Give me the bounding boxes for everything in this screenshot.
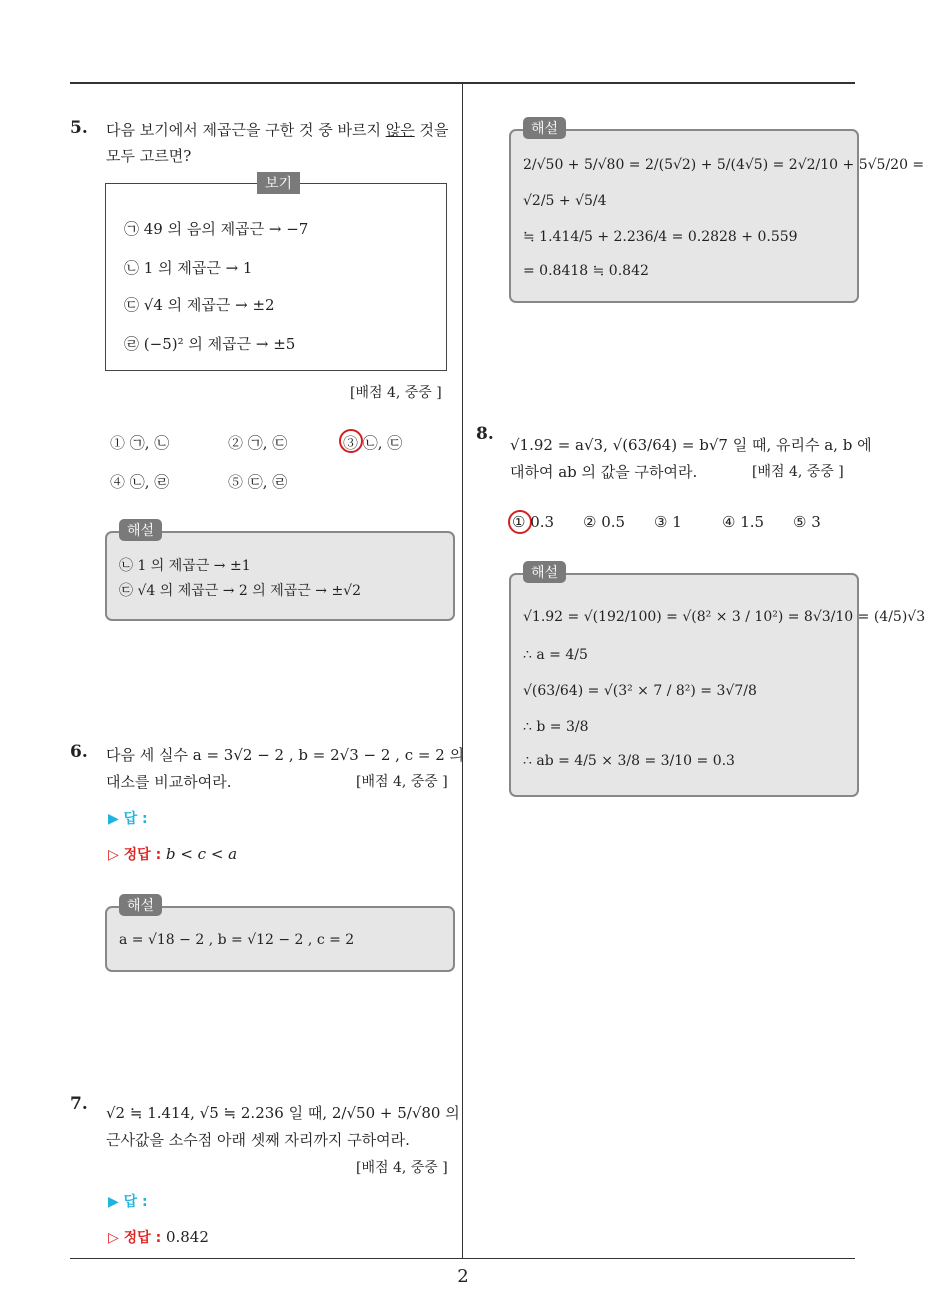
choice-2[interactable]: ② 0.5 (583, 513, 626, 531)
choice-3[interactable]: ③ 1 (654, 513, 682, 531)
question-text-line2: 근사값을 소수점 아래 셋째 자리까지 구하여라. (106, 1131, 410, 1149)
choice-1[interactable]: ① 0.3 (512, 513, 555, 531)
explanation-label: 해설 (119, 894, 162, 916)
explanation-line: √2/5 + √5/4 (523, 193, 607, 209)
question-number: 6. (70, 742, 88, 762)
choice-5[interactable]: ⑤ ㉢, ㉣ (228, 473, 288, 491)
page-number: 2 (457, 1266, 469, 1287)
answer-field[interactable]: ▶ 답 : (108, 1194, 148, 1210)
question-text-line2: 모두 고르면? (106, 147, 192, 165)
choice-4[interactable]: ④ 1.5 (722, 513, 765, 531)
question-text-line2: 대하여 ab 의 값을 구하여라. (510, 463, 698, 481)
explanation-line: ∴ b = 3/8 (523, 719, 589, 735)
explanation-line: = 0.8418 ≒ 0.842 (523, 263, 649, 279)
explanation-line: √(63/64) = √(3² × 7 / 8²) = 3√7/8 (523, 683, 757, 699)
question-text: 다음 세 실수 a = 3√2 − 2 , b = 2√3 − 2 , c = 2 의 (106, 746, 465, 764)
choice-4[interactable]: ④ ㉡, ㉣ (110, 473, 170, 491)
bogi-item: ㉣ (−5)² 의 제곱근 → ±5 (124, 335, 296, 353)
explanation-line: √1.92 = √(192/100) = √(8² × 3 / 10²) = 8√3/10 = (4/5)√3 (523, 609, 926, 625)
explanation-box-q7 (509, 121, 925, 303)
choice-3[interactable]: ③ ㉡, ㉢ (343, 434, 403, 452)
correct-answer: ▷ 정답 : b < c < a (108, 845, 238, 863)
score-label: [배점 4, 중중 ] (356, 1160, 448, 1176)
explanation-line: ∴ a = 4/5 (523, 647, 588, 663)
explanation-line: a = √18 − 2 , b = √12 − 2 , c = 2 (119, 932, 355, 948)
choice-5[interactable]: ⑤ 3 (793, 513, 821, 531)
explanation-box (105, 898, 455, 972)
bogi-label: 보기 (257, 172, 300, 194)
choice-1[interactable]: ① ㉠, ㉡ (110, 434, 170, 452)
explanation-line: ㉢ √4 의 제곱근 → 2 의 제곱근 → ±√2 (119, 583, 361, 599)
bogi-box (105, 176, 447, 371)
bogi-item: ㉠ 49 의 음의 제곱근 → −7 (124, 220, 309, 238)
score-label: [배점 4, 중중 ] (350, 385, 442, 401)
explanation-line: ㉡ 1 의 제곱근 → ±1 (119, 558, 251, 574)
question-number: 8. (476, 424, 494, 444)
explanation-line: 2/√50 + 5/√80 = 2/(5√2) + 5/(4√5) = 2√2/10 + 5√5/20 = (523, 157, 925, 173)
score-label: [배점 4, 중중 ] (752, 464, 844, 480)
explanation-box (105, 523, 455, 621)
bogi-item: ㉢ √4 의 제곱근 → ±2 (124, 296, 275, 314)
explanation-line: ∴ ab = 4/5 × 3/8 = 3/10 = 0.3 (523, 753, 735, 769)
question-text: √2 ≒ 1.414, √5 ≒ 2.236 일 때, 2/√50 + 5/√80 의 (106, 1104, 460, 1122)
explanation-line: ≒ 1.414/5 + 2.236/4 = 0.2828 + 0.559 (523, 229, 798, 245)
question-text: √1.92 = a√3, √(63/64) = b√7 일 때, 유리수 a, b 에 (510, 436, 872, 454)
correct-answer: ▷ 정답 : 0.842 (108, 1228, 209, 1246)
answer-field[interactable]: ▶ 답 : (108, 811, 148, 827)
bogi-item: ㉡ 1 의 제곱근 → 1 (124, 259, 253, 277)
question-number: 7. (70, 1094, 88, 1114)
score-label: [배점 4, 중중 ] (356, 774, 448, 790)
question-text-line2: 대소를 비교하여라. (106, 773, 232, 791)
column-divider (462, 83, 463, 1258)
explanation-label: 해설 (119, 519, 162, 541)
bottom-rule (70, 1258, 855, 1259)
question-number: 5. (70, 118, 88, 138)
explanation-label: 해설 (523, 561, 566, 583)
explanation-box (509, 565, 926, 797)
choice-2[interactable]: ② ㉠, ㉢ (228, 434, 288, 452)
question-text: 다음 보기에서 제곱근을 구한 것 중 바르지 않은 것을 (106, 121, 449, 139)
explanation-label: 해설 (523, 117, 566, 139)
